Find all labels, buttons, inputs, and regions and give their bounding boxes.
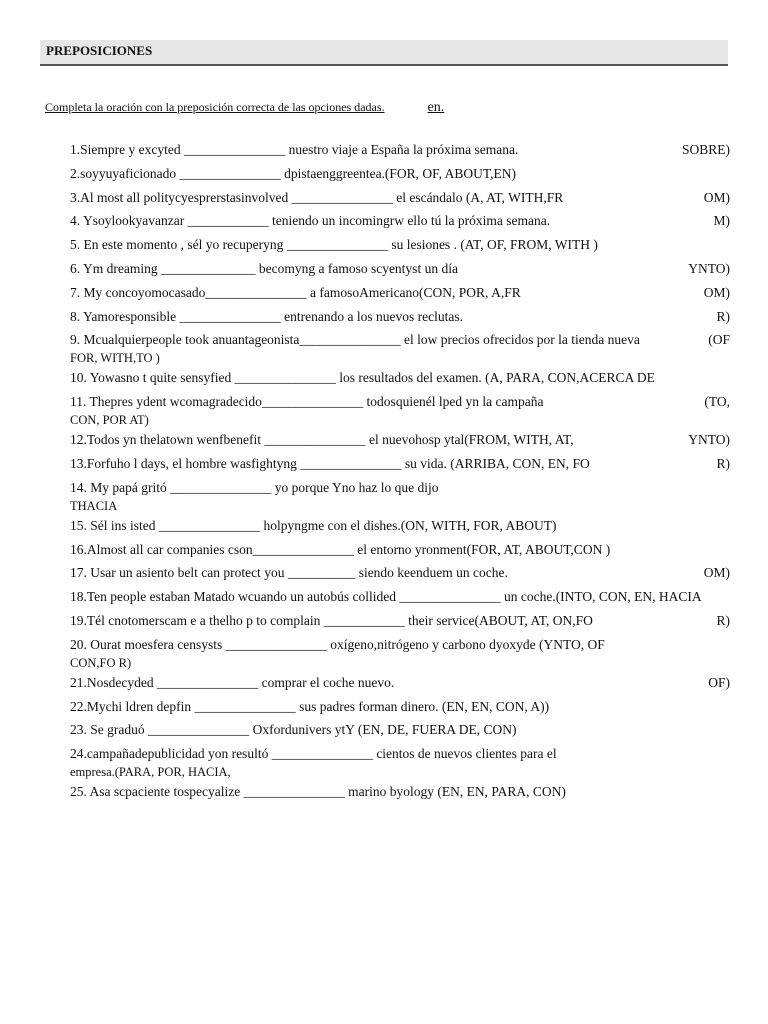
exercise-sentence: 16.Almost all car companies cson_______________ el entorno yronment(FOR, AT, ABOUT,CON ) bbox=[70, 541, 611, 557]
exercise-item bbox=[70, 305, 730, 329]
exercise-sentence: 10. Yowasno t quite sensyfied _______________ los resultados del examen. (A, PARA, CON,ACERCA DE bbox=[70, 370, 655, 386]
exercise-item bbox=[70, 209, 730, 233]
exercise-list bbox=[70, 138, 730, 804]
exercise-sentence: 4. Ysoylookyavanzar ____________ teniendo un incomingrw ello tú la próxima semana. bbox=[70, 213, 551, 229]
exercise-continuation: THACIA bbox=[70, 498, 118, 513]
exercise-sentence: 5. En este momento , sél yo recuperyng _______________ su lesiones . (AT, OF, FROM, WITH ) bbox=[70, 237, 598, 253]
exercise-sentence: 14. My papá gritó _______________ yo porque Yno haz lo que dijo bbox=[70, 479, 439, 495]
exercise-sentence: 19.Tél cnotomerscam e a thelho p to complain ____________ their service(ABOUT, AT, ON,FO bbox=[70, 612, 593, 628]
exercise-item bbox=[70, 538, 730, 562]
exercise-sentence: 7. My concoyomocasado_______________ a famosoAmericano(CON, POR, A,FR bbox=[70, 284, 521, 300]
instruction-text: Completa la oración con la preposición correcta de las opciones dadas. bbox=[45, 100, 385, 114]
exercise-continuation: CON, POR AT) bbox=[70, 413, 149, 428]
page-title: PREPOSICIONES bbox=[46, 43, 153, 58]
exercise-item bbox=[70, 476, 730, 514]
exercise-options-end: (TO, bbox=[704, 394, 730, 410]
instruction-suffix: en. bbox=[427, 100, 445, 115]
exercise-sentence: 20. Ourat moesfera censysts _______________ oxígeno,nitrógeno y carbono dyoxyde (YNTO, OF bbox=[70, 636, 605, 652]
exercise-continuation: CON,FO R) bbox=[70, 655, 132, 670]
exercise-item bbox=[70, 742, 730, 780]
exercise-item bbox=[70, 428, 730, 452]
exercise-item bbox=[70, 186, 730, 210]
exercise-sentence: 17. Usar un asiento belt can protect you __________ siendo keenduem un coche. bbox=[70, 565, 508, 581]
exercise-item bbox=[70, 561, 730, 585]
exercise-options-end: R) bbox=[716, 455, 730, 471]
exercise-item bbox=[70, 162, 730, 186]
title-bar bbox=[40, 40, 728, 66]
exercise-sentence: 18.Ten people estaban Matado wcuando un autobús collided _______________ un coche.(INTO, CON, EN, HACIA bbox=[70, 589, 702, 605]
exercise-sentence: 6. Ym dreaming ______________ becomyng a famoso scyentyst un día bbox=[70, 260, 458, 276]
exercise-continuation: empresa.(PARA, POR, HACIA, bbox=[70, 765, 231, 780]
exercise-item bbox=[70, 281, 730, 305]
exercise-options-end: OM) bbox=[703, 284, 730, 300]
exercise-options-end: OM) bbox=[703, 189, 730, 205]
exercise-options-end: R) bbox=[716, 308, 730, 324]
exercise-item bbox=[70, 780, 730, 804]
exercise-item bbox=[70, 585, 730, 609]
exercise-sentence: 15. Sél ins isted _______________ holpyngme con el dishes.(ON, WITH, FOR, ABOUT) bbox=[70, 517, 557, 533]
exercise-sentence: 23. Se graduó _______________ Oxfordunivers ytY (EN, DE, FUERA DE, CON) bbox=[70, 722, 517, 738]
exercise-sentence: 21.Nosdecyded _______________ comprar el coche nuevo. bbox=[70, 674, 395, 690]
exercise-item bbox=[70, 366, 730, 390]
exercise-sentence: 1.Siempre y excyted _______________ nuestro viaje a España la próxima semana. bbox=[70, 142, 519, 157]
exercise-continuation: FOR, WITH,TO ) bbox=[70, 351, 160, 366]
exercise-sentence: 3.Al most all politycyesprerstasinvolved _______________ el escándalo (A, AT, WITH,FR bbox=[70, 189, 564, 205]
exercise-options-end: M) bbox=[713, 213, 730, 229]
exercise-item bbox=[70, 514, 730, 538]
exercise-item bbox=[70, 138, 730, 162]
exercise-sentence: 13.Forfuho l days, el hombre wasfightyng _______________ su vida. (ARRIBA, CON, EN, FO bbox=[70, 455, 590, 471]
exercise-options-end: (OF bbox=[708, 332, 730, 348]
exercise-item bbox=[70, 718, 730, 742]
exercise-item bbox=[70, 671, 730, 695]
exercise-item bbox=[70, 233, 730, 257]
exercise-item bbox=[70, 609, 730, 633]
exercise-item bbox=[70, 257, 730, 281]
exercise-sentence: 24.campañadepublicidad yon resultó _______________ cientos de nuevos clientes para el bbox=[70, 746, 557, 762]
instruction bbox=[45, 100, 444, 116]
exercise-options-end: R) bbox=[716, 612, 730, 628]
exercise-item bbox=[70, 390, 730, 428]
exercise-options-end: SOBRE) bbox=[681, 142, 730, 157]
exercise-sentence: 2.soyyuyaficionado _______________ dpistaenggreentea.(FOR, OF, ABOUT,EN) bbox=[70, 165, 516, 181]
exercise-sentence: 22.Mychi ldren depfin _______________ sus padres forman dinero. (EN, EN, CON, A)) bbox=[70, 698, 550, 714]
exercise-options-end: YNTO) bbox=[688, 260, 730, 276]
exercise-item bbox=[70, 452, 730, 476]
exercise-sentence: 25. Asa scpaciente tospecyalize _______________ marino byology (EN, EN, PARA, CON) bbox=[70, 784, 566, 800]
exercise-sentence: 11. Thepres ydent wcomagradecido_______________ todosquienél lped yn la campaña bbox=[70, 394, 544, 410]
exercise-options-end: YNTO) bbox=[688, 432, 730, 448]
exercise-item bbox=[70, 328, 730, 366]
exercise-sentence: 8. Yamoresponsible _______________ entrenando a los nuevos reclutas. bbox=[70, 308, 463, 324]
exercise-sentence: 9. Mcualquierpeople took anuantageonista_______________ el low precios ofrecidos por la tienda nueva bbox=[70, 332, 640, 348]
exercise-options-end: OM) bbox=[703, 565, 730, 581]
exercise-sentence: 12.Todos yn thelatown wenfbenefit _______________ el nuevohosp ytal(FROM, WITH, AT, bbox=[70, 432, 574, 448]
exercise-options-end: OF) bbox=[708, 674, 730, 690]
exercise-item bbox=[70, 695, 730, 719]
exercise-item bbox=[70, 633, 730, 671]
